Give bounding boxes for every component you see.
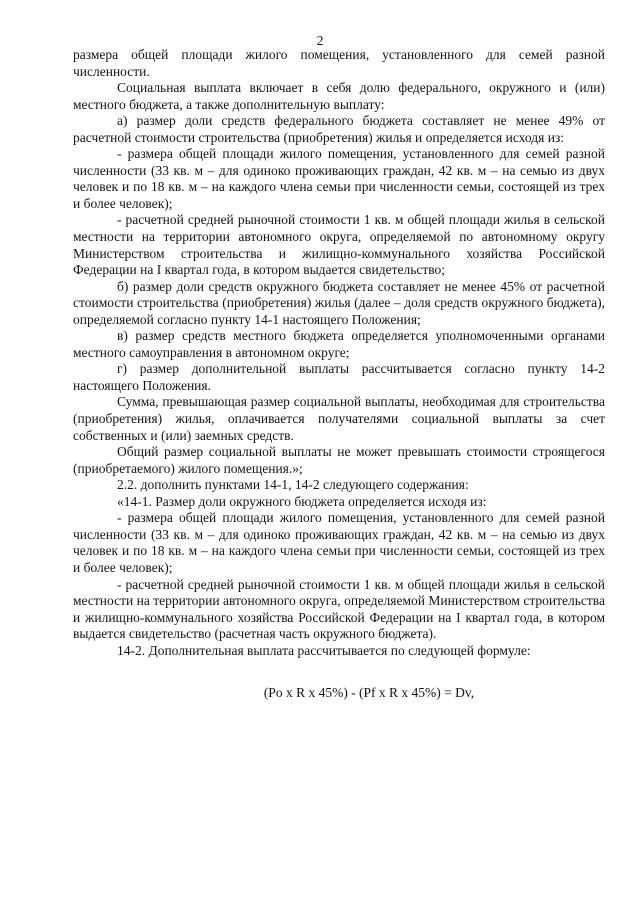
paragraph: г) размер дополнительной выплаты рассчитывается согласно пункту 14-2 настоящего Положения.	[73, 361, 605, 393]
paragraph: Социальная выплата включает в себя долю федерального, окружного и (или) местного бюджета, а также дополнительную выплату:	[73, 80, 605, 112]
paragraph: - расчетной средней рыночной стоимости 1 кв. м общей площади жилья в сельской местности на территории автономного округа, определяемой по автономному округу Министерством строительства и жилищно-коммунального хозяйства Российской Федерации на I квартал года, в котором выдается свидетельство;	[73, 212, 605, 278]
paragraph: - размера общей площади жилого помещения, установленного для семей разной численности (33 кв. м – для одиноко проживающих граждан, 42 кв. м – на семью из двух человек и по 18 кв. м – на каждого члена семьи при численности семьи, состоящей из трех и более человек);	[73, 146, 605, 211]
paragraph: б) размер доли средств окружного бюджета составляет не менее 45% от расчетной стоимости строительства (приобретения) жилья (далее – доля средств окружного бюджета), определяемой согласно пункту 14-1 настоящего Положения;	[73, 278, 605, 327]
paragraph: «14-1. Размер доли окружного бюджета определяется исходя из:	[117, 493, 487, 509]
paragraph: - расчетной средней рыночной стоимости 1 кв. м общей площади жилья в сельской местности на территории автономного округа, определяемой Министерством строительства и жилищно-коммунального хозяйства Российской Федерации на I квартал года, в котором выдается свидетельство (расчетная часть окружного бюджета).	[73, 576, 605, 642]
paragraph: 14-2. Дополнительная выплата рассчитывается по следующей формуле:	[117, 642, 531, 658]
paragraph: - размера общей площади жилого помещения, установленного для семей разной численности (33 кв. м – для одиноко проживающих граждан, 42 кв. м – на семью из двух человек и по 18 кв. м – на каждого члена семьи при численности семьи, состоящей из трех и более человек);	[73, 510, 605, 575]
paragraph: Сумма, превышающая размер социальной выплаты, необходимая для строительства (приобретения) жилья, оплачивается получателями социальной выплаты за счет собственных и (или) заемных средств.	[73, 394, 605, 443]
paragraph: а) размер доли средств федерального бюджета составляет не менее 49% от расчетной стоимости строительства (приобретения) жилья и определяется исходя из:	[73, 113, 605, 145]
paragraph: в) размер средств местного бюджета определяется уполномоченными органами местного самоуправления в автономном округе;	[73, 328, 605, 360]
paragraph: 2.2. дополнить пунктами 14-1, 14-2 следующего содержания:	[117, 477, 469, 493]
document-body	[73, 47, 605, 702]
formula: (Po x R x 45%) - (Pf x R x 45%) = Dv,	[263, 685, 475, 701]
paragraph: Общий размер социальной выплаты не может превышать стоимости строящегося (приобретаемого) жилого помещения.»;	[73, 444, 605, 476]
page-number: 2	[316, 33, 324, 48]
paragraph: размера общей площади жилого помещения, установленного для семей разной численности.	[73, 47, 605, 79]
